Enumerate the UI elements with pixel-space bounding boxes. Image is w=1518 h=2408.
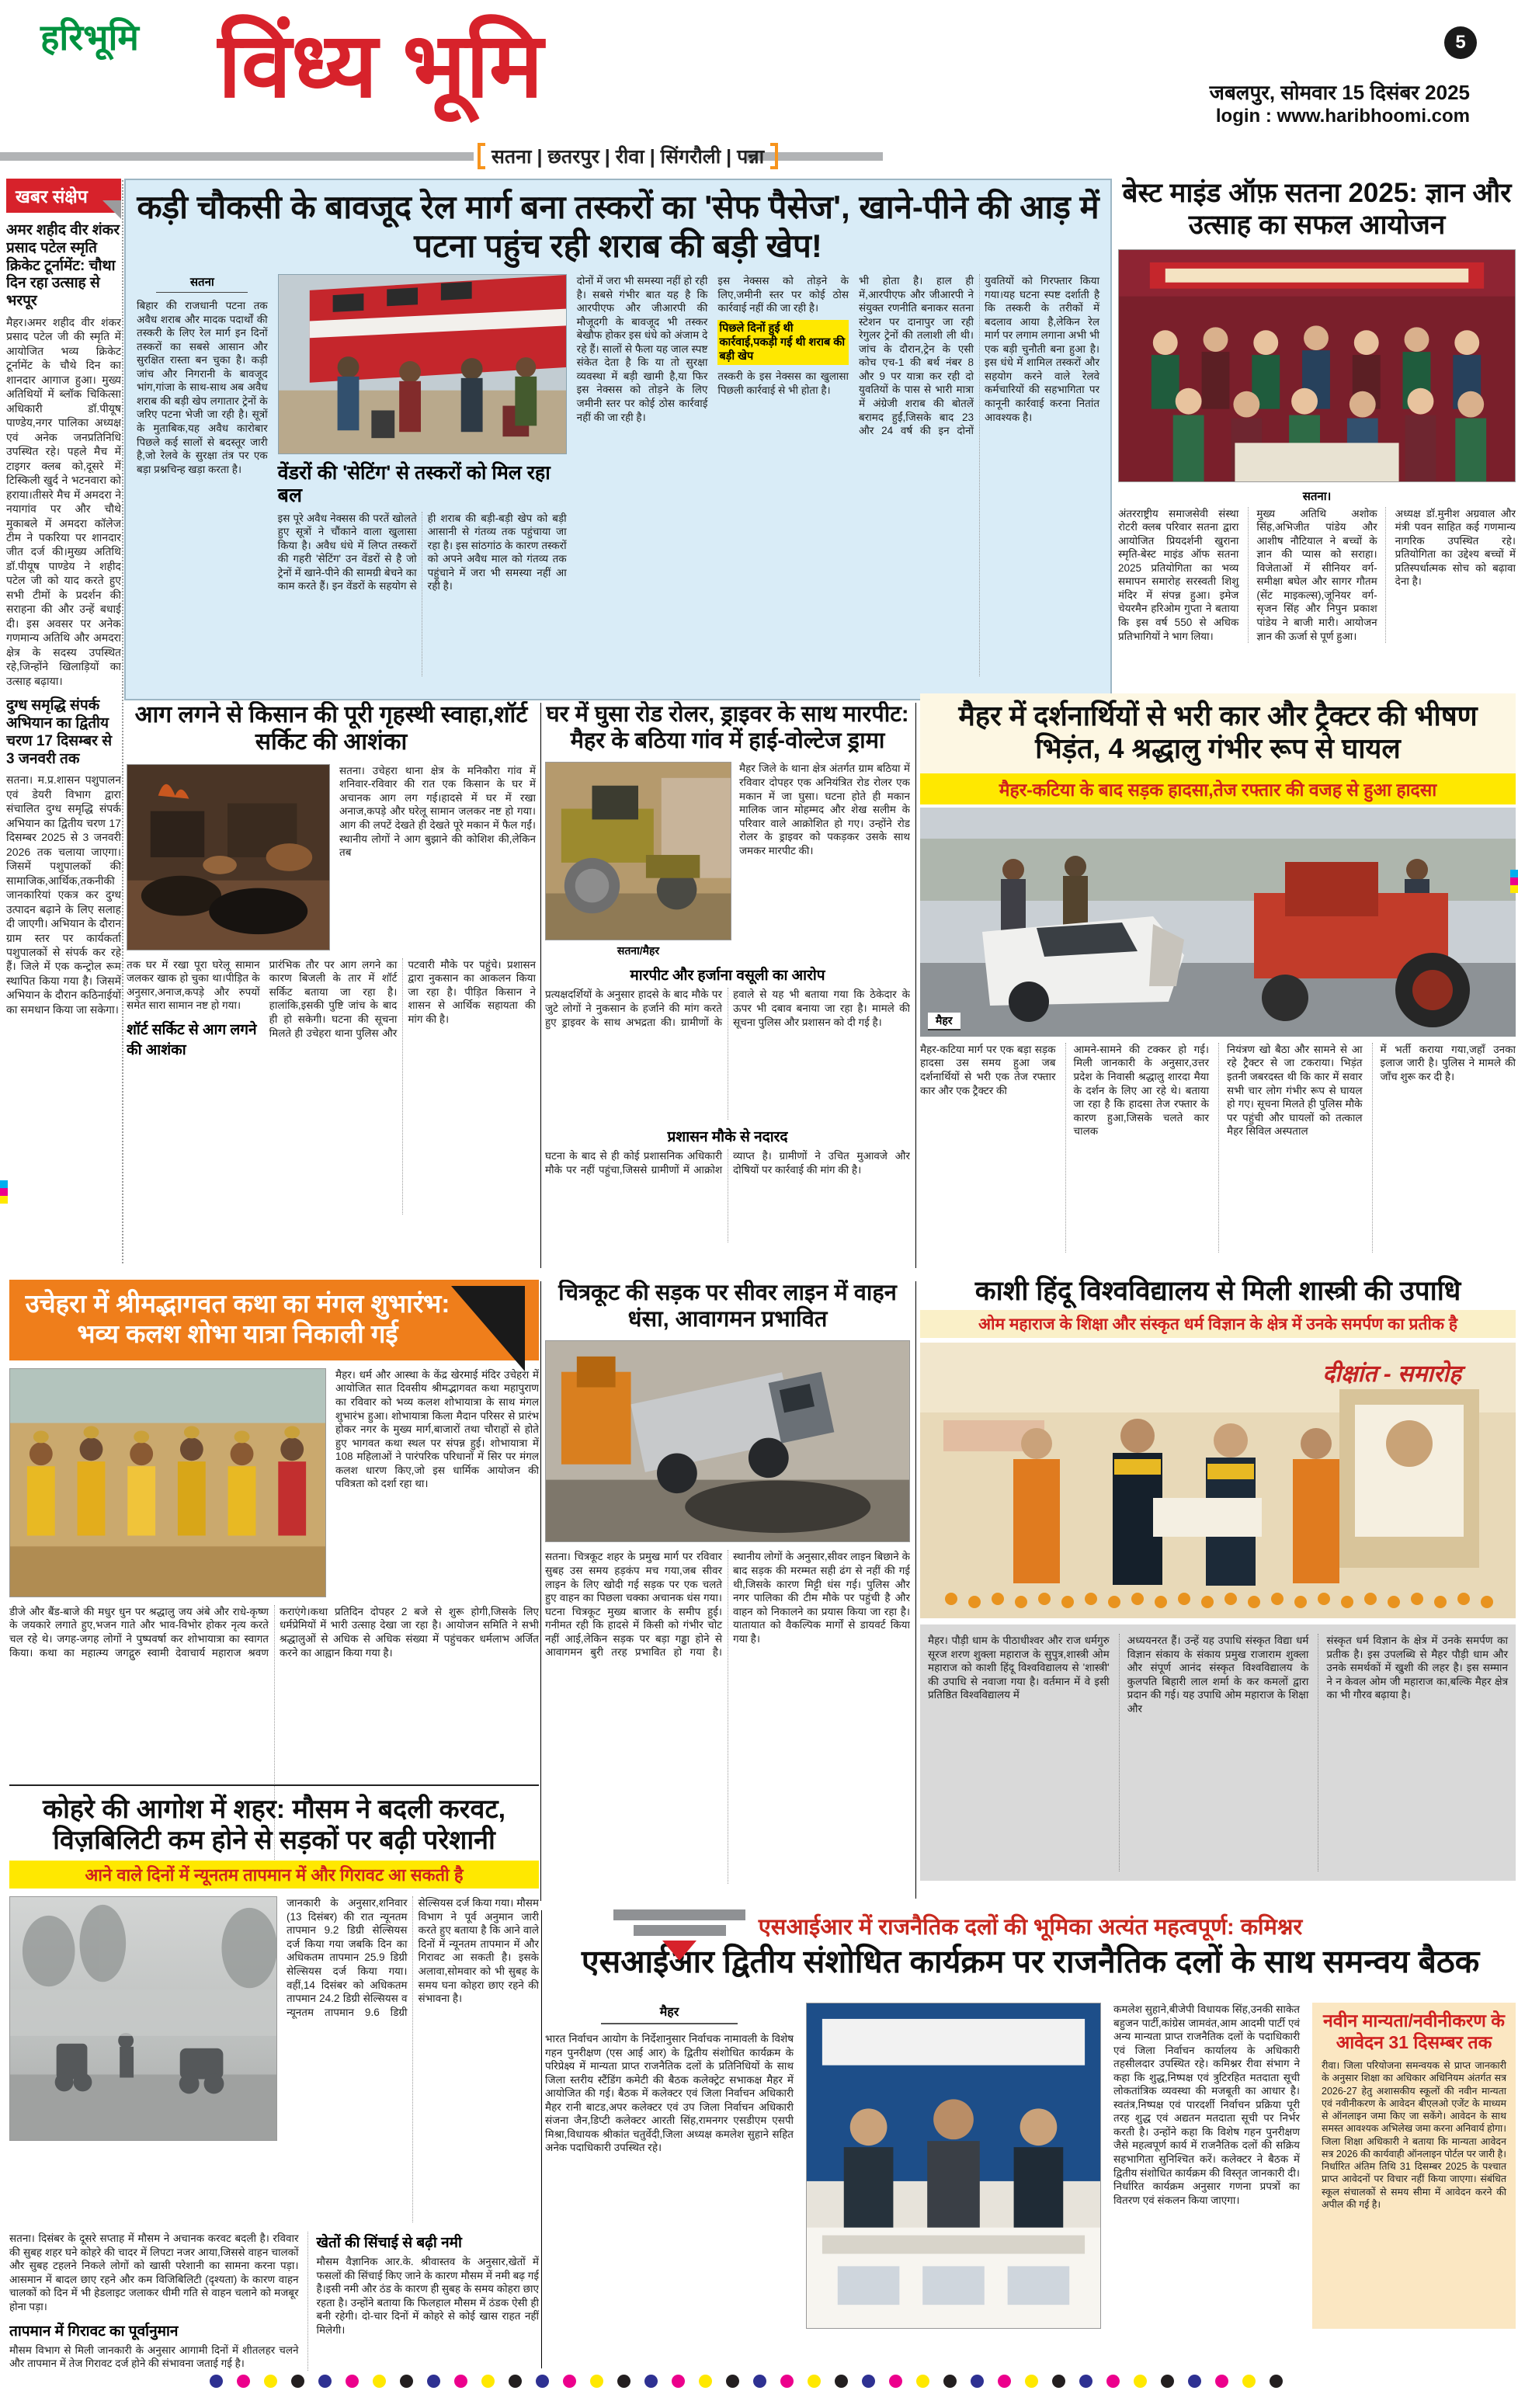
katha-col1: मैहर। धर्म और आस्था के केंद्र खेरमाई मंदिर उचेहरा में आयोजित सात दिवसीय श्रीमद्भागवत कथा महापुराण का रविवार को भव्य कलश शोभायात्रा के साथ मंगल शुभारंभ हुआ। शोभायात्रा किला मैदान परिसर से प्रारंभ होकर नगर के मुख्य मार्ग,बाजारों तथा चौराहों से होते हुए भागवत कथा स्थल पर संपन्न हुई। शोभायात्रा में 108 महिलाओं ने पारंपरिक परिधानों में सिर पर मंगल कलश धारण किए,जो इस धार्मिक आयोजन की पवित्रता को दर्शा रहा था। — [335, 1368, 539, 1490]
fog-col1: सतना। दिसंबर के दूसरे सप्ताह में मौसम ने अचानक करवट बदली है। रविवार की सुबह शहर घने कोहरे की चादर में लिपटा नजर आया,जिससे वाहन चालकों और सुबह टहलने निकले लोगों को खासी परेशानी का सामना करना पड़ा। आसमान में बादल छाए रहने और कम विजिबिलिटी (दृश्यता) के कारण वाहन चालकों को दिन में भी हेडलाइट जलाकर धीमी गति से वाहन चलाने को मजबूर होना पड़ा। — [9, 2233, 299, 2312]
bhu-body-box — [920, 1624, 1516, 1881]
lead-dateline: सतना — [156, 274, 248, 293]
sir-logo-chevron-icon — [662, 1941, 696, 1961]
katha-headline: उचेहरा में श्रीमद्भागवत कथा का मंगल शुभारंभ: भव्य कलश शोभा यात्रा निकाली गई — [25, 1289, 450, 1348]
fog-top-row — [9, 1896, 539, 2222]
sidebar-divider — [122, 180, 123, 1263]
lead-subhead-seizure: पिछले दिनों हुई थी कार्रवाई,पकड़ी गई थी शराब की बड़ी खेप — [717, 320, 849, 365]
sidebar-header — [6, 179, 121, 213]
article-sewer-vehicle — [545, 1280, 910, 1901]
article-farmer-fire — [127, 701, 536, 1270]
fire-col2: तक घर में रखा पूरा घरेलू सामान जलकर खाक हो चुका था।पीड़ित के अनुसार,अनाज,कपड़े और रुपयों समेत सारा सामान नष्ट हो गया। — [127, 958, 260, 1012]
folded-corner-icon — [102, 200, 121, 221]
bhu-col3: संस्कृत धर्म विज्ञान के क्षेत्र में उनके समर्पण का प्रतीक है। इस उपलब्धि से मैहर पौड़ी धाम और उनके समर्थकों में खुशी की लहर है। इस सम्मान ने न केवल ओम जी महाराज का,बल्कि मैहर क्षेत्र का भी गौरव बढ़ाया है। — [1318, 1634, 1508, 1871]
fog-subhead-2: खेतों की सिंचाई से बढ़ी नमी — [316, 2235, 462, 2252]
best-mind-headline: बेस्ट माइंड ऑफ़ सतना 2025: ज्ञान और उत्साह का सफल आयोजन — [1122, 178, 1512, 241]
column-rule-5 — [541, 1910, 542, 2368]
brief-1-headline: अमर शहीद वीर शंकर प्रसाद पटेल स्मृति क्रिकेट टूर्नामेंट: चौथा दिन रहा उत्साह से भरपूर — [6, 222, 120, 310]
edition-title: विंध्य भूमि — [217, 15, 544, 116]
fire-subhead: शॉर्ट सर्किट से आग लगने की आशंका — [127, 1021, 257, 1058]
fog-temps-text: जानकारी के अनुसार,शनिवार (13 दिसंबर) की रात न्यूनतम तापमान 9.2 डिग्री सेल्सियस दर्ज किया गया जबकि दिन का अधिकतम तापमान 25.9 डिग्री सेल्सियस दर्ज किया गया। वहीं,14 दिसंबर को अधिकतम तापमान 24.2 डिग्री सेल्सियस व न्यूनतम तापमान 9.6 डिग्री सेल्सियस दर्ज किया गया। मौसम विभाग ने पूर्व अनुमान जारी करते हुए बताया है कि आने वाले दिनों में न्यूनतम तापमान में और गिरावट आ सकती है। इसके अलावा,सोमवार को भी सुबह के समय घना कोहरा छाए रहने की संभावना है। — [287, 1897, 539, 2018]
fog-col3: मौसम वैज्ञानिक आर.के. श्रीवास्तव के अनुसार,खेतों में फसलों की सिंचाई किए जाने के कारण मौसम में नमी बढ़ गई है।इसी नमी और ठंड के कारण ही सुबह के समय कोहरा छाए रहता है। उन्होंने बताया कि फिलहाल मौसम में ठंडक ऐसी ही बनी रहेगी। दो-चार दिनों में कोहरे से कोई खास राहत नहीं मिलेगी। — [316, 2256, 539, 2336]
lead-column-3-text: दोनों में जरा भी समस्या नहीं हो रही है। सबसे गंभीर बात यह है कि आरपीएफ और जीआरपी की मौजूदगी के बावजूद भी तस्कर बेखौफ होकर इस धंधे को अंजाम दे रहे हैं। सालों से फैला यह जाल स्पष्ट संकेत देता है कि या तो सुरक्षा व्यवस्था में बड़ी खामी है,या फिर इस नेक्सस को तोड़ने के लिए जमीनी स्तर पर कोई ठोस कार्रवाई नहीं की जा रही है। — [576, 275, 708, 423]
road-roller-illustration — [546, 763, 731, 940]
sir-dateline: मैहर — [601, 2003, 738, 2024]
sir-headline: एसआईआर द्वितीय संशोधित कार्यक्रम पर राजनैतिक दलों के साथ समन्वय बैठक — [581, 1944, 1480, 1979]
train-platform-illustration — [279, 275, 566, 453]
roller-col2: प्रत्यक्षदर्शियों के अनुसार हादसे के बाद मौके पर जुटे लोगों ने नुकसान के हर्जाने की मांग करते हुए ड्राइवर के साथ अभद्रता की। ग्रामीणों के हवाले से यह भी बताया गया कि ठेकेदार के ऊपर भी दबाव बनाया जा रहा है। मामले की सूचना पुलिस और प्रशासन को दी गई है। — [545, 989, 910, 1028]
burnt-household-photo — [127, 764, 330, 950]
sir-logo-icon — [613, 1909, 745, 1961]
sir-logo-bar-2 — [634, 1925, 726, 1936]
page-number-badge: 5 — [1444, 26, 1477, 59]
fire-top-row — [127, 764, 536, 950]
fog-headline: कोहरे की आगोश में शहर: मौसम ने बदली करवट, विज़बिलिटी कम होने से सड़कों पर बढ़ी परेशानी — [42, 1795, 506, 1856]
article-road-roller — [545, 701, 910, 1270]
article-bhu-degree — [920, 1275, 1516, 1901]
article-liquor-smuggling — [124, 179, 1112, 700]
color-registration-dots — [210, 2375, 1312, 2388]
lead-column-4b-text: तस्करी के इस नेक्सस का खुलासा पिछली कार्रवाई से भी होता है। — [717, 370, 849, 396]
best-mind-col3: अध्यक्ष डॉ.मुनीश अग्रवाल और मंत्री पवन साहित कई गणमान्य नागरिक उपस्थित रहे। प्रतियोगिता का उद्देश्य बच्चों में प्रतिस्पर्धात्मक सोच को बढ़ावा देना है। — [1395, 507, 1516, 588]
best-mind-col2: मुख्य अतिथि अशोक सिंह,अभिजीत पांडेय और आशीष नौटियाल ने बच्चों के ज्ञान की प्यास को सराहा। विजेताओं में सीनियर वर्ग-समीक्षा बघेल और सागर गौतम (सेंट माइकल्स),जूनियर वर्ग-सृजन सिंह और निपुन प्रकाश पांडेय ने बाजी मारी। आयोजन ज्ञान की ऊर्जा से पूर्ण हुआ। — [1248, 507, 1385, 643]
crash-body-columns — [920, 1043, 1516, 1253]
column-rule-1 — [540, 703, 541, 1268]
stuck-truck-photo — [545, 1340, 910, 1542]
award-ceremony-illustration — [1119, 250, 1515, 481]
deadline-box-body: रीवा। जिला परियोजना समन्वयक से प्राप्त जानकारी के अनुसार शिक्षा का अधिकार अधिनियम अंतर्गत सत्र 2026-27 हेतु अशासकीय स्कूलों की नवीन मान्यता एवं नवीनीकरण के आवेदन बीएलओ एजेंट के माध्यम से ऑनलाइन जमा किए जा सकेंगे। आवेदन के साथ समस्त आवश्यक अभिलेख जमा करना अनिवार्य होगा। जिला शिक्षा अधिकारी ने बताया कि मान्यता आवेदन सत्र 2026 की कार्यवाही ऑनलाइन पोर्टल पर जारी है। निर्धारित अंतिम तिथि 31 दिसम्बर 2025 के पश्चात प्राप्त आवेदनों पर विचार नहीं किया जाएगा। संबंधित स्कूल संचालकों से समय सीमा में आवेदन करने की अपील की गई है। — [1322, 2060, 1507, 2210]
sewer-headline: चित्रकूट की सड़क पर सीवर लाइन में वाहन धंसा, आवागमन प्रभावित — [558, 1280, 897, 1333]
bhu-col1: मैहर। पौड़ी धाम के पीठाधीश्वर और राज धर्मगुरु सूरज शरण शुक्ला महाराज के सुपुत्र,शास्त्री ओम महाराज को काशी हिंदू विश्वविद्यालय से 'शास्त्री' की उपाधि से नवाजा गया है। वर्तमान में वे इसी प्रतिष्ठित विश्वविद्यालय में — [928, 1635, 1110, 1701]
roller-headline: घर में घुसा रोड रोलर, ड्राइवर के साथ मारपीट: मैहर के बठिया गांव में हाई-वोल्टेज ड्रामा — [546, 702, 909, 754]
admission-deadline-box — [1312, 2003, 1516, 2329]
sewer-body: सतना। चित्रकूट शहर के प्रमुख मार्ग पर रविवार सुबह उस समय हड़कंप मच गया,जब सीवर लाइन के लिए खोदी गई सड़क पर एक चलते हुए वाहन का पिछला चक्का अचानक धंस गया। घटना चित्रकूट मुख्य बाजार के समीप हुई। गनीमत रही कि हादसे में किसी को गंभीर चोट नहीं आई,लेकिन सड़क पर बड़ा गड्ढा होने से आवागमन बुरी तरह प्रभावित हो गया है। स्थानीय लोगों के अनुसार,सीवर लाइन बिछाने के बाद सड़क की मरम्मत सही ढंग से नहीं की गई थी,जिसके कारण मिट्टी धंस गई। पुलिस और नगर पालिका की टीम मौके पर पहुंची है और वाहन को निकालने का प्रयास किया जा रहा है। यातायात को वैकल्पिक मार्गों से डायवर्ट किया गया है। — [545, 1551, 910, 1659]
edition-cities-bar — [478, 143, 778, 169]
black-wedge-icon — [451, 1286, 525, 1371]
column-rule-3 — [540, 1281, 541, 1901]
fog-subhead-strip: आने वाले दिनों में न्यूनतम तापमान में और गिरावट आ सकती है — [9, 1861, 539, 1889]
bhu-headline: काशी हिंदू विश्वविद्यालय से मिली शास्त्री की उपाधि — [974, 1276, 1461, 1306]
lead-body-columns — [137, 274, 1099, 676]
crash-photo-label: मैहर — [928, 1013, 960, 1030]
cyan-mark-icon — [1510, 870, 1518, 877]
katha-top-row — [9, 1368, 539, 1597]
fire-col1: सतना। उचेहरा थाना क्षेत्र के मनिकौरा गांव में शनिवार-रविवार की रात एक किसान के घर में अचानक आग लग गई।हादसे में घर में रखा अनाज,कपड़े और घरेलू सामान जलकर नष्ट हो गया।आग की लपटें देखते ही देखते पूरे मकान में फैल गईं। स्थानीय लोगों ने आग बुझाने की कोशिश की,लेकिन तब — [339, 764, 536, 859]
deadline-box-title: नवीन मान्यता/नवीनीकरण के आवेदन 31 दिसम्बर तक — [1323, 2010, 1505, 2052]
roller-photo-block — [545, 762, 731, 958]
lead-column-5-text: भी होता है। हाल ही में,आरपीएफ और जीआरपी ने संयुक्त रणनीति बनाकर सतना स्टेशन पर दानापुर जा रही रेगुलर ट्रेनों की तलाशी ली थी। जांच के दौरान,ट्रेन के एसी कोच एच-1 की बर्थ नंबर 8 और 9 पर यात्रा कर रही दो युवतियों के पास से भारी मात्रा में अंग्रेजी शराब की बोतलें बरामद हुईं,जिसके बाद 23 और 24 वर्ष की इन दोनों युवतियों को गिरफ्तार किया गया।यह घटना स्पष्ट दर्शाती है कि तस्करी के तरीकों में बदलाव आया है,लेकिन रेल मार्ग पर लगाम लगाना अभी भी एक बड़ी चुनौती बना हुआ है। इस धंधे में शामिल तस्करों और सहयोग करने वाले रेलवे कर्मचारियों की सहभागिता पर कानूनी कार्रवाई करना नितांत आवश्यक है। — [859, 275, 1100, 437]
sir-top-row — [545, 1906, 1516, 1990]
katha-headline-box — [9, 1280, 539, 1360]
roller-subhead-2: प्रशासन मौके से नदारद — [667, 1129, 788, 1146]
left-registration-marks — [0, 1180, 8, 1204]
crash-illustration — [920, 808, 1516, 1037]
lead-column-1 — [137, 274, 268, 676]
sir-logo-bar-1 — [613, 1909, 745, 1920]
lead-middle-block — [278, 274, 567, 676]
roller-photo-caption: सतना/मैहर — [617, 944, 660, 957]
article-fog-weather — [9, 1784, 539, 2376]
roller-col1: मैहर जिले के थाना क्षेत्र अंतर्गत ग्राम बठिया में रविवार दोपहर एक अनियंत्रित रोड रोलर एक मकान में जा घुसा। घटना होते ही मकान मालिक जान मोहम्मद और शेख सलीम के परिवार वाले आक्रोशित हो गए। उन्होंने रोड रोलर के ड्राइवर को पकड़कर उसके साथ जमकर मारपीट की। — [739, 763, 910, 857]
sir-col1-text: भारत निर्वाचन आयोग के निर्देशानुसार निर्वाचक नामावली के विशेष गहन पुनरीक्षण (एस आई आर) के द्वितीय संशोधित कार्यक्रम के परिप्रेक्ष्य में मान्यता प्राप्त राजनैतिक दलों के प्रतिनिधियों के साथ जिला स्तरीय स्टैंडिंग कमेटी की बैठक कलेक्ट्रेट सभाकक्ष मैहर में आयोजित की गई। बैठक में कलेक्टर एवं जिला निर्वाचन अधिकारी मैहर रानी बाटड,अपर कलेक्टर एवं उप जिला निर्वाचन अधिकारी संजना जैन,डिप्टी कलेक्टर आरती सिंह,रामनगर एसडीएम एसपी मिश्रा,विधायक श्रीकांत चतुर्वेदी,जिला अध्यक्ष कमलेश सुहाने सहित अनेक पदाधिकारी उपस्थित रहे। — [545, 2033, 794, 2154]
column-rule-4 — [915, 1281, 916, 1899]
sir-red-headline: एसआईआर में राजनैतिक दलों की भूमिका अत्यंत महत्वपूर्ण: कमिश्नर — [758, 1915, 1303, 1940]
lead-subhead-vendors: वेंडरों की 'सेटिंग' से तस्करों को मिल रहा बल — [277, 462, 551, 506]
brief-2-headline: दुग्ध समृद्धि संपर्क अभियान का द्वितीय चरण 17 दिसम्बर से 3 जनवरी तक — [6, 697, 113, 767]
award-ceremony-photo — [1118, 249, 1516, 482]
crash-col3: नियंत्रण खो बैठा और सामने से आ रहे ट्रैक्टर से जा टकराया। भिड़ंत इतनी जबरदस्त थी कि कार में सवार सभी चार लोग गंभीर रूप से घायल हो गए। सूचना मिलते ही पुलिस मौके पर पहुंची और घायलों को तत्काल मैहर सिविल अस्पताल — [1218, 1043, 1363, 1253]
katha-col2: डीजे और बैंड-बाजे की मधुर धुन पर श्रद्धालु जय अंबे और राधे-कृष्ण के जयकारे लगाते हुए,भजन गाते और भाव-विभोर होकर नृत्य करते चल रहे थे। जगह-जगह लोगों ने पुष्पवर्षा कर शोभायात्रा का स्वागत किया। कथा का महात्म्य जगद्गुरु स्वामी देवाचार्य महाराज श्रवण कराएंगे।कथा प्रतिदिन दोपहर 2 बजे से शुरू होगी,जिसके लिए धर्मप्रेमियों में भारी उत्साह देखा जा रहा है। आयोजन समिति ने सभी श्रद्धालुओं से अधिक से अधिक संख्या में पहुंचकर धर्मलाभ अर्जित करने का आह्वान किया गया है। — [9, 1605, 539, 1659]
convocation-photo — [920, 1343, 1516, 1618]
bhu-col2: अध्ययनरत हैं। उन्हें यह उपाधि संस्कृत विद्या धर्म विज्ञान संकाय के संकाय प्रमुख राजाराम शुक्ला और संपूर्ण आनंद संस्कृत विश्वविद्यालय के कुलपति बिहारी लाल शर्मा के कर कमलों द्वारा प्रदान की गई। यह उपाधि ओम महाराज के शिक्षा और — [1119, 1634, 1309, 1871]
roller-col3: घटना के बाद से ही कोई प्रशासनिक अधिकारी मौके पर नहीं पहुंचा,जिससे ग्रामीणों में आक्रोश व्याप्त है। ग्रामीणों ने उचित मुआवजे और दोषियों पर कार्रवाई की मांग की है। — [545, 1150, 910, 1176]
website-login-text: login : www.haribhoomi.com — [1215, 106, 1470, 127]
lead-column-4 — [717, 274, 849, 676]
fog-subhead-1-body: मौसम विभाग से मिली जानकारी के अनुसार आगामी दिनों में शीतलहर चलने और तापमान में तेज गिरावट दर्ज होने की संभावना जताई गई है। — [9, 2344, 299, 2370]
fire-col3: प्रारंभिक तौर पर आग लगने का कारण बिजली के तार में शॉर्ट सर्किट बताया जा रहा है। हालांकि,इसकी पुष्टि जांच के बाद ही हो सकेगी। घटना की सूचना मिलते ही उचेहरा थाना पुलिस और पटवारी मौके पर पहुंचे। प्रशासन द्वारा नुकसान का आकलन किया जा रहा है। पीड़ित किसान ने शासन से आर्थिक सहायता की मांग की है। — [269, 958, 536, 1039]
article-sir-meeting — [545, 1906, 1516, 2372]
right-registration-marks — [1510, 870, 1518, 893]
masthead-rule-left — [0, 152, 474, 161]
lead-middle-text: इस पूरे अवैध नेक्सस की परतें खोलते हुए सूत्रों ने चौंकाने वाला खुलासा किया है। अवैध धंधे में लिप्त तस्करों की गहरी 'सेटिंग' उन वेंडरों से है जो ट्रेनों में खाने-पीने की सामग्री बेचने का काम करते हैं। इन वेंडरों के सहयोग से ही शराब की बड़ी-बड़ी खेप को बड़ी आसानी से गंतव्य तक पहुंचाया जा रहा है। इस सांठगांठ के कारण तस्करों को अपने अवैध माल को गंतव्य तक पहुंचाने में जरा भी समस्या नहीं आ रही है। — [277, 512, 567, 592]
news-briefs-sidebar — [6, 179, 121, 1266]
burnt-household-illustration — [127, 765, 329, 950]
publication-date: जबलपुर, सोमवार 15 दिसंबर 2025 — [1209, 81, 1470, 104]
column-rule-2 — [915, 703, 916, 1268]
crash-subhead-strip: मैहर-कटिया के बाद सड़क हादसा,तेज रफ्तार की वजह से हुआ हादसा — [920, 773, 1516, 804]
cyan-mark-icon — [0, 1180, 8, 1188]
lead-column-4a-text: इस नेक्सस को तोड़ने के लिए,जमीनी स्तर पर कोई ठोस कार्रवाई नहीं की जा रही है। — [717, 275, 849, 314]
foggy-street-illustration — [10, 1897, 276, 2140]
kalash-yatra-illustration — [10, 1369, 325, 1597]
crash-headline-block — [920, 693, 1516, 773]
lead-headline: कड़ी चौकसी के बावजूद रेल मार्ग बना तस्करों का 'सेफ पैसेज', खाने-पीने की आड़ में पटना पहुंच रही शराब की बड़ी खेप! — [137, 189, 1099, 264]
fire-col2-block — [127, 958, 260, 1214]
road-roller-photo — [545, 762, 731, 940]
magenta-mark-icon — [1510, 877, 1518, 885]
fire-headline: आग लगने से किसान की पूरी गृहस्थी स्वाहा,शॉर्ट सर्किट की आशंका — [134, 702, 528, 756]
crash-col4: में भर्ती कराया गया,जहाँ उनका इलाज जारी है। पुलिस ने मामले की जाँच शुरू कर दी है। — [1372, 1043, 1516, 1253]
meeting-photo — [806, 2003, 1101, 2329]
brief-2-body: सतना। म.प्र.शासन पशुपालन एवं डेयरी विभाग द्वारा संचालित दुग्ध समृद्धि संपर्क अभियान का द्वितीय चरण 17 दिसम्बर 2025 से 3 जनवरी 2026 तक चलाया जाएगा। जिसमें पशुपालकों की सामाजिक,आर्थिक,तकनीकी जानकारियां एकत्र कर दुग्ध उत्पादन बढ़ाने के लिए सलाह दी जाएगी। अभियान के दौरान ग्राम स्तर पर कार्यकर्ता पशुपालकों से संपर्क कर रहे हैं। जिले में एक कन्ट्रोल रूम स्थापित किया गया है। जिसमें अभियान के दौरान कठिनाईयों का समधान किया जा सकेगा। — [6, 773, 121, 1016]
crash-col2: आमने-सामने की टक्कर हो गई। मिली जानकारी के अनुसार,उत्तर प्रदेश के निवासी श्रद्धालु शारदा मैया के दर्शन के लिए आ रहे थे। बताया जा रहा है कि हादसा तेज रफ्तार के कारण हुआ,जिसके चलते कार चालक — [1065, 1043, 1210, 1253]
yellow-mark-icon — [1510, 885, 1518, 893]
best-mind-dateline: सतना। — [1302, 489, 1332, 503]
lead-column-5 — [859, 274, 1099, 676]
sir-body-row — [545, 2003, 1516, 2329]
fog-col1-block — [9, 2232, 298, 2370]
crash-photo — [920, 808, 1516, 1037]
article-best-mind — [1118, 177, 1516, 699]
train-platform-photo — [278, 274, 567, 454]
paper-brand-logo: हरिभूमि — [40, 17, 139, 57]
orange-bracket-right-icon — [770, 143, 778, 169]
brief-1-body: मैहर।अमर शहीद वीर शंकर प्रसाद पटेल जी की स्मृति में आयोजित भव्य क्रिकेट टूर्नामेंट के चौथे दिन का शानदार आगाज हुआ। मुख्य अतिथियों में ब्लॉक चिकित्सा अधिकारी डॉ.पीयूष पाण्डेय,नगर पालिका अध्यक्ष एवं अनेक जनप्रतिनिधि उपस्थित रहे। पहले मैच में टाइगर क्लब को,दूसरे में टिस्किली खुर्द ने भटनवारा को हराया।तीसरे मैच में अमदरा ने नयागांव पर और चौथे मुकाबले में अमदरा कॉलेज टीम ने पकरिया पर शानदार जीत दर्ज की।मुख्य अतिथि डॉ.पीयूष पाण्डेय ने शहीद पटेल जी को याद करते हुए सभी टीमों के प्रदर्शन की सराहना की और उन्हें बधाई दी। इस अवसर पर अनेक गणमान्य अतिथि और अमदरा क्षेत्र के सदस्य उपस्थित रहे,जिन्होंने खिलाड़ियों का उत्साह बढ़ाया। — [6, 315, 121, 687]
fog-col3-block — [307, 2232, 539, 2370]
convocation-banner-text: दीक्षांत - समारोह — [1322, 1361, 1461, 1388]
orange-bracket-left-icon — [478, 143, 485, 169]
sir-col2-text: कमलेश सुहाने,बीजेपी विधायक सिंह,उनकी साकेत बहुजन पार्टी,कांग्रेस जामवंत,आम आदमी पार्टी एवं अन्य मान्यता प्राप्त राजनैतिक दलों के पदाधिकारी एवं जिला निर्वाचन कार्यालय के अधिकारी तहसीलदार उपस्थित रहे। कमिश्नर रीवा संभाग ने कहा कि शुद्ध,निष्पक्ष एवं त्रुटिरहित मतदाता सूची लोकतांत्रिक व्यवस्था की मजबूती का आधार है। स्वतंत्र,निष्पक्ष एवं पारदर्शी निर्वाचन प्रक्रिया पूरी तरह शुद्ध एवं अद्यतन मतदाता सूची पर निर्भर करती है। उन्होंने कहा कि विशेष गहन पुनरीक्षण जैसे महत्वपूर्ण कार्य में राजनैतिक दलों की सक्रिय सहभागिता सुनिश्चित करें। कलेक्टर ने बैठक में द्वितीय संशोधित कार्यक्रम की विस्तृत जानकारी दी। निर्धारित कार्यक्रम अनुसार गणना प्रपत्रों का वितरण एवं संकलन किया जाएगा। — [1113, 2003, 1300, 2206]
crash-headline: मैहर में दर्शनार्थियों से भरी कार और ट्रैक्टर की भीषण भिड़ंत, 4 श्रद्धालु गंभीर रूप से घायल — [958, 700, 1478, 765]
crash-col1: मैहर-कटिया मार्ग पर एक बड़ा सड़क हादसा उस समय हुआ जब दर्शनार्थियों से भरी एक तेज रफ्तार कार और एक ट्रैक्टर की — [920, 1043, 1056, 1096]
cities-list: सतना | छतरपुर | रीवा | सिंगरौली | पन्ना — [492, 146, 765, 168]
stuck-truck-illustration — [546, 1341, 909, 1541]
best-mind-col1: अंतरराष्ट्रीय समाजसेवी संस्था रोटरी क्लब परिवार सतना द्वारा आयोजित प्रियदर्शनी खुराना स्मृति-बेस्ट माइंड ऑफ सतना 2025 प्रतियोगिता का भव्य समापन समारोह सरस्वती शिशु मंदिर में संपन्न हुआ। इमेज चेयरमैन हरिओम गुप्ता ने बताया कि इस वर्ष 550 से अधिक प्रतिभागियों ने भाग लिया। — [1118, 507, 1239, 642]
magenta-mark-icon — [0, 1188, 8, 1196]
fog-subhead-1: तापमान में गिरावट का पूर्वानुमान — [9, 2323, 179, 2340]
roller-top-row — [545, 762, 910, 958]
lead-column-3 — [577, 274, 708, 676]
meeting-illustration — [807, 2003, 1100, 2328]
kalash-yatra-photo — [9, 1368, 326, 1597]
article-car-tractor-crash — [920, 693, 1516, 1270]
roller-subhead-1: मारपीट और हर्जाना वसूली का आरोप — [630, 968, 825, 985]
foggy-street-photo — [9, 1896, 277, 2141]
yellow-mark-icon — [0, 1196, 8, 1204]
lead-column-1-text: बिहार की राजधानी पटना तक अवैध शराब और मादक पदार्थों की तस्करी के लिए रेल मार्ग इन दिनों तस्करों का सबसे आसान और सुरक्षित रास्ता बन चुका है। कड़ी जांच और निगरानी के बावजूद भांग,गांजा के साथ-साथ अब अवैध शराब की बड़ी खेप लगातार ट्रेनों के जरिए पटना भेजी जा रही है। सूत्रों के मुताबिक,यह अवैध कारोबार पिछले कई सालों से बदस्तूर जारी है,जो रेलवे के सुरक्षा तंत्र पर एक बड़ा प्रश्नचिन्ह खड़ा करता है। — [137, 300, 268, 475]
sidebar-header-label: खबर संक्षेप — [16, 186, 88, 207]
sir-column-1 — [545, 2003, 794, 2329]
bhu-subhead-strip: ओम महाराज के शिक्षा और संस्कृत धर्म विज्ञान के क्षेत्र में उनके समर्पण का प्रतीक है — [920, 1310, 1516, 1338]
